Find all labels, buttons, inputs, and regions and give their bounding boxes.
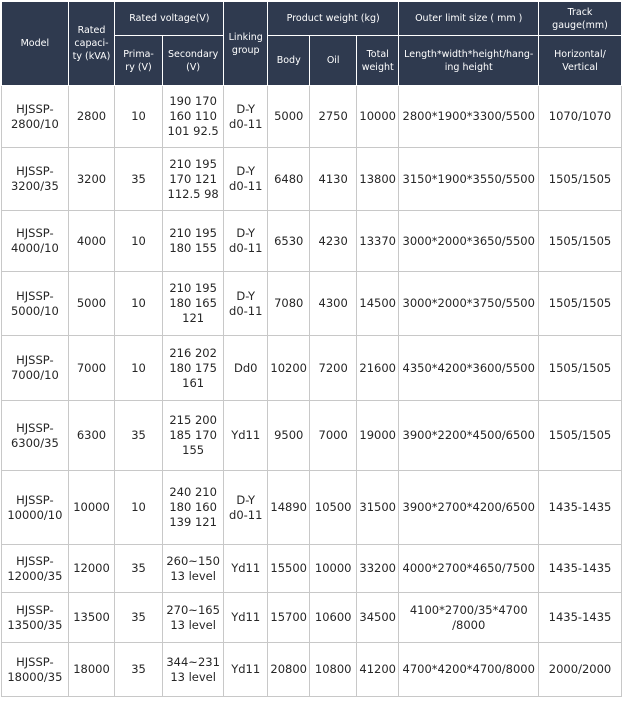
total-weight-cell: 19000 [356, 401, 399, 471]
total-weight-cell: 21600 [356, 336, 399, 401]
linking-line: d0-11 [229, 507, 263, 522]
linking-cell [224, 471, 267, 545]
oil-weight-cell: 4300 [310, 272, 357, 336]
outer-size-cell [399, 593, 539, 643]
secondary-line: 155 [182, 443, 205, 457]
header-body: Body [267, 36, 309, 86]
model-line: HJSSP- [16, 492, 54, 507]
linking-line: D-Y [236, 101, 256, 116]
table-row [2, 211, 622, 272]
secondary-line: 13 level [170, 669, 216, 684]
track-gauge-cell: 1070/1070 [539, 86, 622, 148]
body-weight-cell: 6530 [267, 211, 309, 272]
total-weight-cell: 41200 [356, 643, 399, 697]
header-oil: Oil [310, 36, 357, 86]
table-row [2, 471, 622, 545]
primary-cell: 35 [115, 593, 163, 643]
capacity-cell: 7000 [68, 336, 115, 401]
secondary-line: 180 155 [169, 241, 217, 255]
capacity-cell: 2800 [68, 86, 115, 148]
total-weight-cell: 10000 [356, 86, 399, 148]
primary-cell: 35 [115, 148, 163, 211]
oil-weight-cell: 7200 [310, 336, 357, 401]
model-line: HJSSP- [16, 164, 54, 178]
total-weight-cell: 13800 [356, 148, 399, 211]
body-weight-cell: 9500 [267, 401, 309, 471]
header-total-weight: Total weight [356, 36, 399, 86]
model-line: 5000/10 [10, 303, 59, 318]
secondary-cell [162, 471, 224, 545]
capacity-cell: 6300 [68, 401, 115, 471]
track-gauge-cell: 1505/1505 [539, 211, 622, 272]
linking-cell [224, 593, 267, 643]
table-row [2, 86, 622, 148]
track-gauge-cell: 1505/1505 [539, 272, 622, 336]
secondary-line: 185 170 [169, 428, 217, 442]
linking-cell [224, 401, 267, 471]
size-line: 3900*2200*4500/6500 [402, 428, 535, 442]
model-cell [2, 211, 69, 272]
outer-size-cell [399, 272, 539, 336]
outer-size-cell [399, 471, 539, 545]
secondary-line: 270~165 [166, 602, 220, 617]
model-cell [2, 336, 69, 401]
table-row [2, 336, 622, 401]
model-line: 13500/35 [7, 617, 63, 632]
linking-line: Yd11 [231, 610, 261, 624]
oil-weight-cell: 7000 [310, 401, 357, 471]
header-outer-limit-size: Outer limit size ( mm ) [399, 2, 539, 36]
secondary-line: 215 200 [169, 413, 217, 427]
body-weight-cell: 20800 [267, 643, 309, 697]
body-weight-cell: 10200 [267, 336, 309, 401]
model-cell [2, 643, 69, 697]
secondary-cell [162, 545, 224, 593]
secondary-line: 139 121 [169, 515, 217, 529]
oil-weight-cell: 4230 [310, 211, 357, 272]
body-weight-cell: 7080 [267, 272, 309, 336]
secondary-cell [162, 593, 224, 643]
table-row [2, 272, 622, 336]
body-weight-cell: 15500 [267, 545, 309, 593]
capacity-cell: 18000 [68, 643, 115, 697]
model-line: 6300/35 [10, 435, 59, 450]
size-line: 4100*2700/35*4700 [409, 602, 528, 617]
linking-line: Dd0 [233, 360, 258, 375]
header-track-desc: Horizontal/ Vertical [539, 36, 622, 86]
size-line: 3900*2700*4200/6500 [402, 500, 535, 514]
secondary-cell [162, 211, 224, 272]
oil-weight-cell: 10000 [310, 545, 357, 593]
linking-line: Yd11 [231, 561, 261, 575]
model-line: HJSSP- [16, 420, 54, 435]
body-weight-cell: 6480 [267, 148, 309, 211]
linking-line: d0-11 [229, 179, 263, 193]
model-line: HJSSP- [16, 602, 54, 617]
oil-weight-cell: 10600 [310, 593, 357, 643]
outer-size-cell [399, 148, 539, 211]
secondary-line: 210 195 [169, 281, 217, 295]
total-weight-cell: 13370 [356, 211, 399, 272]
total-weight-cell: 31500 [356, 471, 399, 545]
secondary-line: 13 level [170, 617, 216, 632]
header-linking-group: Linking group [224, 2, 267, 86]
secondary-cell [162, 401, 224, 471]
model-line: HJSSP- [16, 101, 54, 116]
size-line: 3150*1900*3550/5500 [402, 171, 535, 186]
body-weight-cell: 5000 [267, 86, 309, 148]
secondary-line: 210 195 [169, 226, 217, 240]
model-line: 2800/10 [10, 116, 59, 131]
linking-cell [224, 643, 267, 697]
capacity-cell: 13500 [68, 593, 115, 643]
model-line: HJSSP- [16, 226, 54, 240]
linking-line: D-Y [236, 288, 256, 303]
linking-cell [224, 272, 267, 336]
model-cell [2, 272, 69, 336]
outer-size-cell [399, 643, 539, 697]
size-line: 4350*4200*3600/5500 [402, 360, 535, 375]
secondary-line: 160 110 [169, 109, 217, 123]
model-cell [2, 593, 69, 643]
capacity-cell: 4000 [68, 211, 115, 272]
linking-line: d0-11 [229, 116, 263, 131]
header-outer-limit-desc: Length*width*height/hang- ing height [399, 36, 539, 86]
track-gauge-cell: 2000/2000 [539, 643, 622, 697]
total-weight-cell: 33200 [356, 545, 399, 593]
secondary-line: 180 160 [169, 500, 217, 514]
model-line: HJSSP- [16, 553, 54, 568]
outer-size-cell [399, 336, 539, 401]
outer-size-cell [399, 211, 539, 272]
outer-size-cell [399, 545, 539, 593]
table-row [2, 148, 622, 211]
secondary-line: 121 [182, 311, 205, 325]
secondary-line: 112.5 98 [167, 186, 219, 201]
secondary-line: 240 210 [169, 485, 217, 499]
primary-cell: 10 [115, 471, 163, 545]
primary-cell: 10 [115, 86, 163, 148]
secondary-line: 190 170 [169, 94, 217, 108]
capacity-cell: 5000 [68, 272, 115, 336]
header-primary: Prima- ry (V) [115, 36, 163, 86]
table-row [2, 401, 622, 471]
primary-cell: 10 [115, 336, 163, 401]
size-line: 3000*2000*3750/5500 [402, 296, 535, 310]
table-body [2, 86, 622, 697]
oil-weight-cell: 2750 [310, 86, 357, 148]
secondary-cell [162, 86, 224, 148]
secondary-line: 101 92.5 [167, 124, 219, 138]
oil-weight-cell: 4130 [310, 148, 357, 211]
secondary-cell [162, 336, 224, 401]
secondary-cell [162, 643, 224, 697]
secondary-line: 13 level [170, 568, 216, 583]
linking-line: Yd11 [231, 662, 261, 676]
size-line: 3000*2000*3650/5500 [402, 233, 535, 248]
secondary-cell [162, 148, 224, 211]
model-cell [2, 471, 69, 545]
linking-line: D-Y [236, 492, 256, 507]
model-cell [2, 86, 69, 148]
secondary-cell [162, 272, 224, 336]
track-gauge-cell: 1505/1505 [539, 336, 622, 401]
model-line: 3200/35 [10, 179, 59, 193]
body-weight-cell: 14890 [267, 471, 309, 545]
track-gauge-cell: 1435-1435 [539, 471, 622, 545]
linking-cell [224, 148, 267, 211]
header-track-gauge: Track gauge(mm) [539, 2, 622, 36]
model-line: 12000/35 [7, 568, 63, 583]
linking-cell [224, 86, 267, 148]
linking-line: d0-11 [229, 303, 263, 318]
secondary-line: 216 202 [169, 345, 217, 360]
primary-cell: 35 [115, 643, 163, 697]
model-cell [2, 545, 69, 593]
model-line: HJSSP- [16, 353, 54, 367]
table-row [2, 593, 622, 643]
capacity-cell: 3200 [68, 148, 115, 211]
secondary-line: 170 121 [169, 171, 217, 186]
primary-cell: 35 [115, 545, 163, 593]
secondary-line: 210 195 [169, 156, 217, 171]
linking-line: D-Y [236, 164, 256, 178]
primary-cell: 10 [115, 211, 163, 272]
header-rated-capacity: Rated capaci- ty (kVA) [68, 2, 115, 86]
linking-line: D-Y [236, 226, 256, 240]
oil-weight-cell: 10500 [310, 471, 357, 545]
track-gauge-cell: 1505/1505 [539, 401, 622, 471]
primary-cell: 35 [115, 401, 163, 471]
secondary-line: 161 [182, 375, 205, 390]
table-row [2, 643, 622, 697]
model-line: 7000/10 [10, 368, 59, 382]
primary-cell: 10 [115, 272, 163, 336]
total-weight-cell: 34500 [356, 593, 399, 643]
model-cell [2, 148, 69, 211]
size-line: /8000 [452, 617, 486, 632]
outer-size-cell [399, 401, 539, 471]
secondary-line: 260~150 [166, 553, 220, 568]
header-model: Model [2, 2, 69, 86]
oil-weight-cell: 10800 [310, 643, 357, 697]
track-gauge-cell: 1505/1505 [539, 148, 622, 211]
linking-cell [224, 336, 267, 401]
linking-line: d0-11 [229, 241, 263, 255]
track-gauge-cell: 1435-1435 [539, 545, 622, 593]
capacity-cell: 12000 [68, 545, 115, 593]
secondary-line: 180 175 [169, 360, 217, 375]
secondary-line: 180 165 [169, 296, 217, 310]
model-line: 4000/10 [10, 241, 59, 255]
linking-cell [224, 545, 267, 593]
model-line: 18000/35 [7, 669, 63, 684]
header-rated-voltage: Rated voltage(V) [115, 2, 224, 36]
secondary-line: 344~231 [166, 654, 220, 669]
capacity-cell: 10000 [68, 471, 115, 545]
linking-cell [224, 211, 267, 272]
model-line: HJSSP- [16, 654, 54, 669]
size-line: 4000*2700*4650/7500 [402, 561, 535, 575]
transformer-spec-table [1, 1, 622, 697]
table-row [2, 545, 622, 593]
size-line: 4700*4200*4700/8000 [402, 662, 535, 676]
linking-line: Yd11 [231, 428, 261, 442]
outer-size-cell [399, 86, 539, 148]
model-cell [2, 401, 69, 471]
header-product-weight: Product weight (kg) [267, 2, 398, 36]
model-line: 10000/10 [7, 507, 63, 522]
body-weight-cell: 15700 [267, 593, 309, 643]
size-line: 2800*1900*3300/5500 [402, 109, 535, 123]
model-line: HJSSP- [16, 288, 54, 303]
header-secondary: Secondary (V) [162, 36, 224, 86]
track-gauge-cell: 1435-1435 [539, 593, 622, 643]
total-weight-cell: 14500 [356, 272, 399, 336]
